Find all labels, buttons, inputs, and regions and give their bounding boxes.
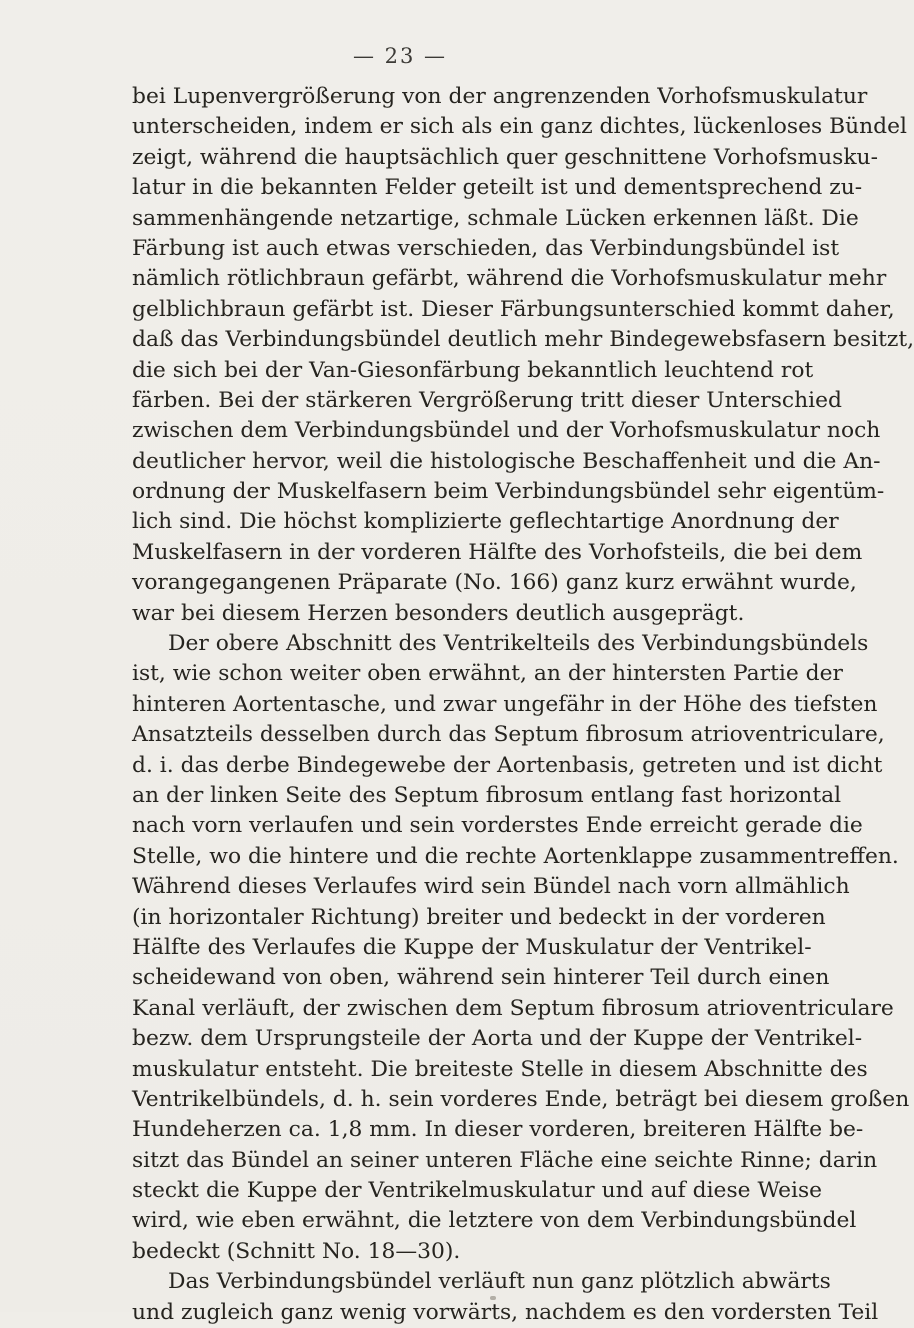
- text-line: vorangegangenen Präparate (No. 166) ganz kurz erwähnt wurde,: [132, 570, 857, 596]
- text-line: deutlicher hervor, weil die histologische Beschaffenheit und die An-: [132, 448, 881, 474]
- text-line: sammenhängende netzartige, schmale Lücken erkennen läßt. Die: [132, 205, 859, 231]
- text-line: gelblichbraun gefärbt ist. Dieser Färbungsunterschied kommt daher,: [132, 296, 895, 322]
- text-line: und zugleich ganz wenig vorwärts, nachdem es den vordersten Teil: [132, 1299, 879, 1325]
- text-line: Stelle, wo die hintere und die rechte Aortenklappe zusammentreffen.: [132, 843, 899, 869]
- text-line: färben. Bei der stärkeren Vergrößerung tritt dieser Unterschied: [132, 387, 842, 413]
- text-line: d. i. das derbe Bindegewebe der Aortenbasis, getreten und ist dicht: [132, 752, 883, 778]
- text-line: Ventrikelbündels, d. h. sein vorderes Ende, beträgt bei diesem großen: [132, 1086, 910, 1112]
- print-speck: [490, 1296, 496, 1300]
- text-line: (in horizontaler Richtung) breiter und bedeckt in der vorderen: [132, 904, 826, 930]
- text-line: Muskelfasern in der vorderen Hälfte des Vorhofsteils, die bei dem: [132, 539, 863, 565]
- paragraph-start-line: Das Verbindungsbündel verläuft nun ganz plötzlich abwärts: [168, 1269, 831, 1295]
- text-line: bedeckt (Schnitt No. 18—30).: [132, 1238, 461, 1264]
- paragraph-start-line: Der obere Abschnitt des Ventrikelteils des Verbindungsbündels: [168, 631, 869, 657]
- text-line: die sich bei der Van-Giesonfärbung bekanntlich leuchtend rot: [132, 357, 814, 383]
- text-line: nach vorn verlaufen und sein vorderstes Ende erreicht gerade die: [132, 813, 863, 839]
- text-line: hinteren Aortentasche, und zwar ungefähr in der Höhe des tiefsten: [132, 691, 878, 717]
- text-line: an der linken Seite des Septum fibrosum entlang fast horizontal: [132, 782, 842, 808]
- text-line: scheidewand von oben, während sein hinterer Teil durch einen: [132, 965, 830, 991]
- text-line: daß das Verbindungsbündel deutlich mehr Bindegewebsfasern besitzt,: [132, 327, 914, 353]
- text-line: nämlich rötlichbraun gefärbt, während die Vorhofsmuskulatur mehr: [132, 266, 887, 292]
- text-line: steckt die Kuppe der Ventrikelmuskulatur und auf diese Weise: [132, 1178, 823, 1204]
- text-line: Hälfte des Verlaufes die Kuppe der Muskulatur der Ventrikel-: [132, 934, 812, 960]
- text-line: Während dieses Verlaufes wird sein Bündel nach vorn allmählich: [132, 874, 850, 900]
- text-line: war bei diesem Herzen besonders deutlich ausgeprägt.: [132, 600, 745, 626]
- text-line: wird, wie eben erwähnt, die letztere von dem Verbindungsbündel: [132, 1208, 857, 1234]
- page-number: — 23 —: [352, 44, 448, 68]
- text-line: unterscheiden, indem er sich als ein ganz dichtes, lückenloses Bündel: [132, 114, 908, 140]
- text-line: lich sind. Die höchst komplizierte geflechtartige Anordnung der: [132, 509, 839, 535]
- text-line: zeigt, während die hauptsächlich quer geschnittene Vorhofsmusku-: [132, 144, 878, 170]
- text-line: muskulatur entsteht. Die breiteste Stelle in diesem Abschnitte des: [132, 1056, 868, 1082]
- text-line: sitzt das Bündel an seiner unteren Fläche eine seichte Rinne; darin: [132, 1147, 878, 1173]
- text-line: zwischen dem Verbindungsbündel und der Vorhofsmuskulatur noch: [132, 418, 881, 444]
- text-line: Hundeherzen ca. 1,8 mm. In dieser vorderen, breiteren Hälfte be-: [132, 1117, 864, 1143]
- text-line: Ansatzteils desselben durch das Septum fibrosum atrioventriculare,: [132, 722, 885, 748]
- text-line: bei Lupenvergrößerung von der angrenzenden Vorhofsmuskulatur: [132, 84, 868, 109]
- body-text: [132, 82, 914, 1328]
- text-line: Kanal verläuft, der zwischen dem Septum fibrosum atrioventriculare: [132, 995, 894, 1021]
- text-line: bezw. dem Ursprungsteile der Aorta und der Kuppe der Ventrikel-: [132, 1026, 863, 1052]
- text-line: latur in die bekannten Felder geteilt ist und dementsprechend zu-: [132, 175, 863, 201]
- text-line: Färbung ist auch etwas verschieden, das Verbindungsbündel ist: [132, 235, 840, 261]
- text-line: ist, wie schon weiter oben erwähnt, an der hintersten Partie der: [132, 661, 843, 687]
- text-line: ordnung der Muskelfasern beim Verbindungsbündel sehr eigentüm-: [132, 479, 885, 505]
